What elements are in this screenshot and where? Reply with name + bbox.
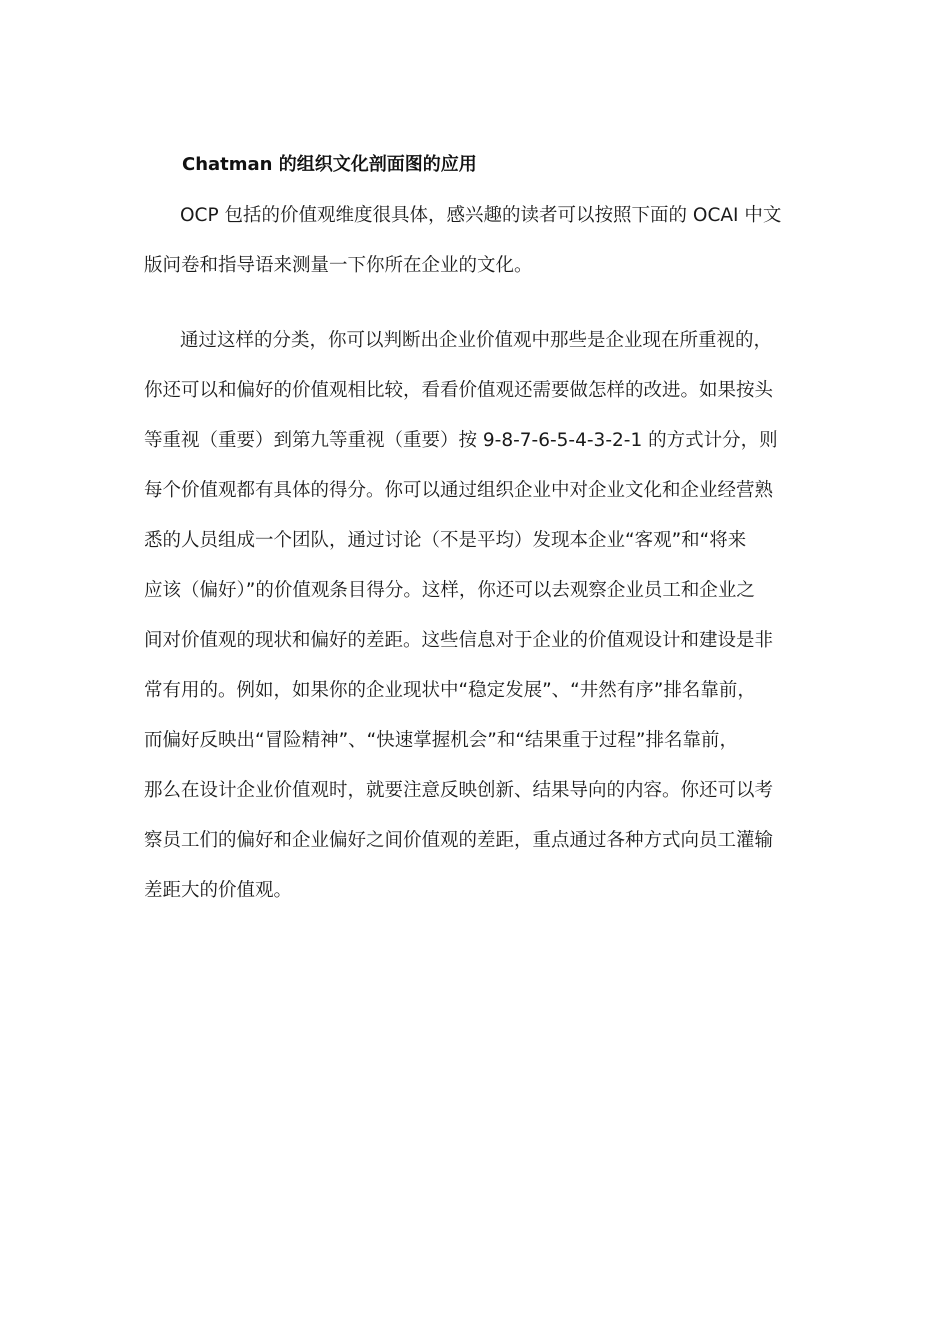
- paragraph-2-line-10: 那么在设计企业价值观时，就要注意反映创新、结果导向的内容。你还可以考: [144, 780, 774, 801]
- paragraph-2-line-4: 每个价值观都有具体的得分。你可以通过组织企业中对企业文化和企业经营熟: [144, 480, 774, 501]
- paragraph-2-line-1: 通过这样的分类，你可以判断出企业价值观中那些是企业现在所重视的，: [180, 330, 773, 351]
- paragraph-2-line-9: 而偏好反映出“冒险精神”、“快速掌握机会”和“结果重于过程”排名靠前，: [144, 730, 739, 751]
- paragraph-2-line-5: 悉的人员组成一个团队，通过讨论（不是平均）发现本企业“客观”和“将来: [144, 530, 747, 551]
- paragraph-2-line-7: 间对价值观的现状和偏好的差距。这些信息对于企业的价值观设计和建设是非: [144, 630, 774, 651]
- section-title: Chatman 的组织文化剖面图的应用: [182, 154, 477, 175]
- paragraph-2-line-11: 察员工们的偏好和企业偏好之间价值观的差距，重点通过各种方式向员工灌输: [144, 830, 774, 851]
- paragraph-2-line-3: 等重视（重要）到第九等重视（重要）按 9-8-7-6-5-4-3-2-1 的方式计分，则: [144, 430, 778, 451]
- paragraph-2-line-8: 常有用的。例如，如果你的企业现状中“稳定发展”、“井然有序”排名靠前，: [144, 680, 756, 701]
- paragraph-2-line-6: 应该（偏好）”的价值观条目得分。这样，你还可以去观察企业员工和企业之: [144, 580, 755, 601]
- paragraph-2-line-12: 差距大的价值观。: [144, 880, 293, 901]
- paragraph-2-line-2: 你还可以和偏好的价值观相比较，看看价值观还需要做怎样的改进。如果按头: [144, 380, 774, 401]
- paragraph-1-line-2: 版问卷和指导语来测量一下你所在企业的文化。: [144, 255, 533, 276]
- paragraph-1-line-1: OCP 包括的价值观维度很具体，感兴趣的读者可以按照下面的 OCAI 中文: [180, 205, 782, 226]
